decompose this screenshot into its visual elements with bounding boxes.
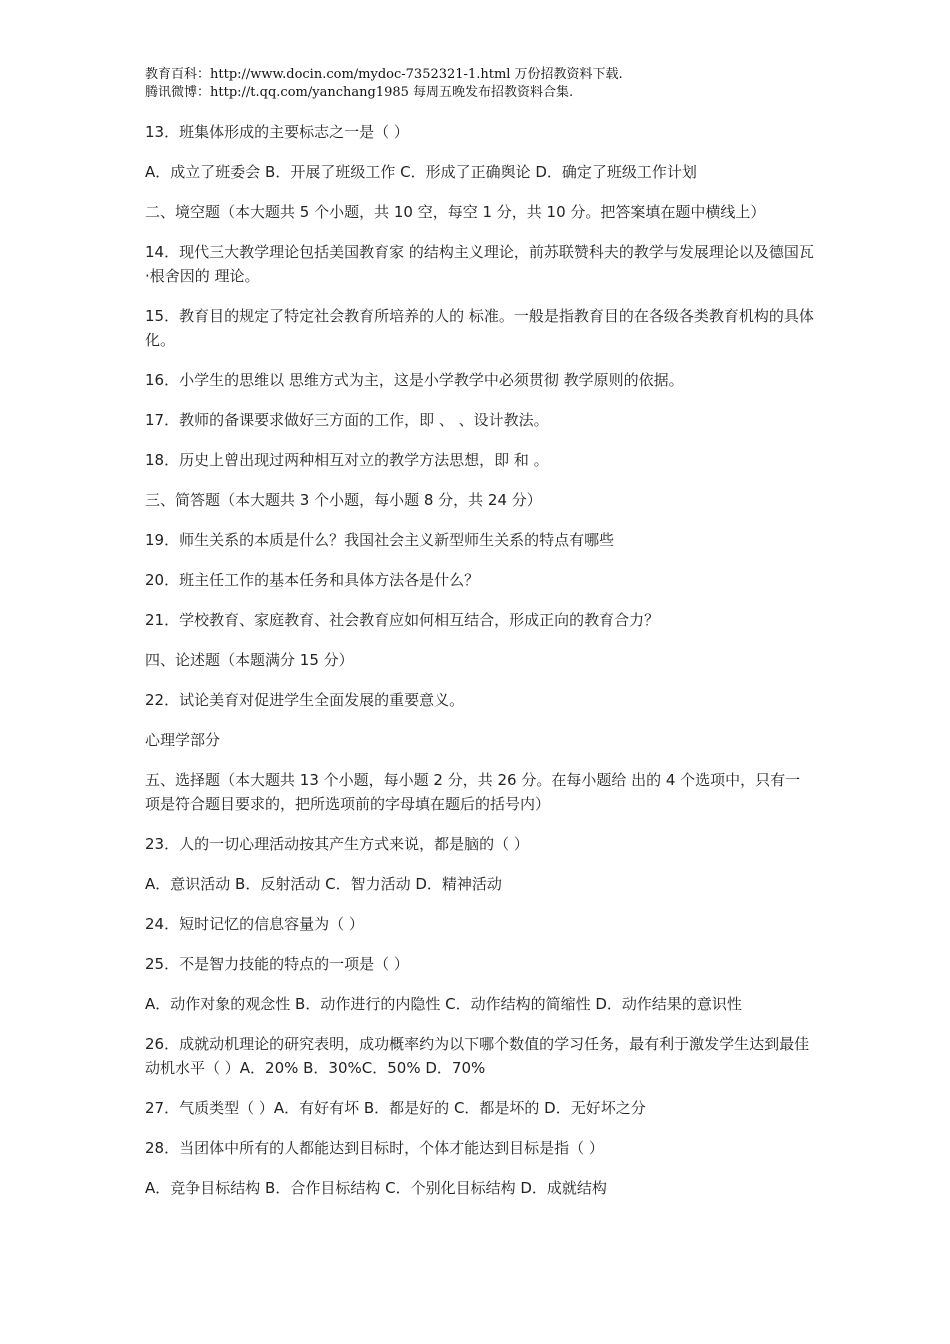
question-26: 26．成就动机理论的研究表明，成功概率约为以下哪个数值的学习任务，最有利于激发学生达到最佳动机水平（ ）A．20% B．30%C．50% D．70%	[145, 1035, 810, 1077]
question-15: 15．教育目的规定了特定社会教育所培养的人的 标准。一般是指教育目的在各级各类教育机构的具体化。	[145, 307, 814, 349]
question-13: 13．班集体形成的主要标志之一是（ ）	[145, 123, 409, 141]
question-17: 17．教师的备课要求做好三方面的工作，即 、 、设计教法。	[145, 411, 549, 429]
question-25: 25．不是智力技能的特点的一项是（ ）	[145, 955, 409, 973]
question-19: 19．师生关系的本质是什么？我国社会主义新型师生关系的特点有哪些	[145, 531, 615, 549]
psychology-part-heading: 心理学部分	[145, 731, 221, 749]
section-5-heading: 五、选择题（本大题共 13 个小题，每小题 2 分，共 26 分。在每小题给 出的 4 个选项中，只有一项是符合题目要求的，把所选项前的字母填在题后的括号内）	[145, 771, 801, 813]
question-22: 22．试论美育对促进学生全面发展的重要意义。	[145, 691, 465, 709]
section-4-heading: 四、论述题（本题满分 15 分）	[145, 651, 354, 669]
question-18: 18．历史上曾出现过两种相互对立的教学方法思想，即 和 。	[145, 451, 549, 469]
question-28-options: A．竞争目标结构 B．合作目标结构 C．个别化目标结构 D．成就结构	[145, 1179, 607, 1197]
question-16: 16．小学生的思维以 思维方式为主，这是小学教学中必须贯彻 教学原则的依据。	[145, 371, 684, 389]
question-13-options: A．成立了班委会 B．开展了班级工作 C．形成了正确舆论 D．确定了班级工作计划	[145, 163, 697, 181]
section-3-heading: 三、简答题（本大题共 3 个小题，每小题 8 分，共 24 分）	[145, 491, 542, 509]
section-2-heading: 二、境空题（本大题共 5 个小题，共 10 空，每空 1 分，共 10 分。把答案填在题中横线上）	[145, 203, 766, 221]
question-20: 20．班主任工作的基本任务和具体方法各是什么？	[145, 571, 480, 589]
question-27: 27．气质类型（ ）A．有好有坏 B．都是好的 C．都是坏的 D．无好坏之分	[145, 1099, 646, 1117]
question-14: 14．现代三大教学理论包括美国教育家 的结构主义理论，前苏联赞科夫的教学与发展理论以及德国瓦·根舍因的 理论。	[145, 243, 814, 285]
question-23-options: A．意识活动 B．反射活动 C．智力活动 D．精神活动	[145, 875, 502, 893]
page-header	[145, 66, 815, 102]
question-23: 23．人的一切心理活动按其产生方式来说，都是脑的（ ）	[145, 835, 529, 853]
header-line-weibo: 腾讯微博：http://t.qq.com/yanchang1985 每周五晚发布招教资料合集.	[145, 85, 574, 100]
question-28: 28．当团体中所有的人都能达到目标时，个体才能达到目标是指（ ）	[145, 1139, 604, 1157]
document-page	[145, 66, 815, 1216]
question-24: 24．短时记忆的信息容量为（ ）	[145, 915, 364, 933]
question-25-options: A．动作对象的观念性 B．动作进行的内隐性 C．动作结构的简缩性 D．动作结果的意识性	[145, 995, 742, 1013]
question-21: 21．学校教育、家庭教育、社会教育应如何相互结合，形成正向的教育合力？	[145, 611, 660, 629]
header-line-docin: 教育百科：http://www.docin.com/mydoc-7352321-1.html 万份招教资料下载.	[145, 67, 623, 82]
document-body	[145, 120, 815, 1200]
